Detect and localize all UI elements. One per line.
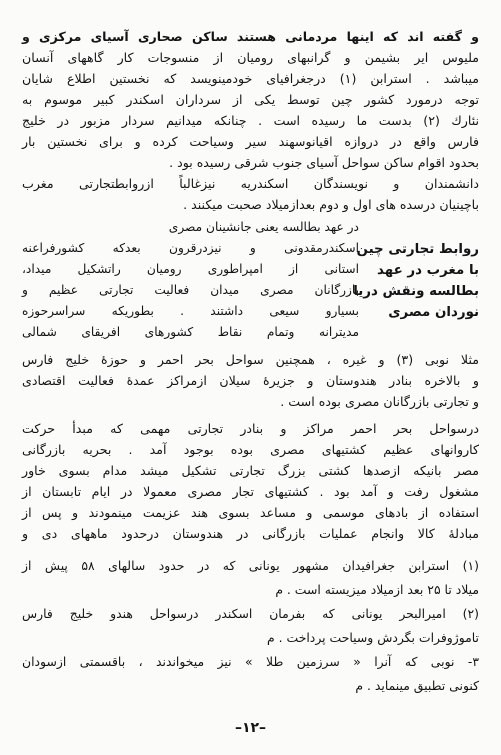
text-line: دانشمندان و نویسندگان اسکندریه نیزغالباً ازروابطتجارتی مغرب [22, 176, 479, 191]
text-line: فارس واقع در دروازه اقیانوسهند سیر وسیاحت کرده و برای نخستین بار [22, 134, 479, 149]
text-line: میباشد . استرابن (۱) درجغرافیای خودمینویسد که نخستین اطلاع شایان [22, 71, 479, 86]
text-line: و بالاخره بنادر هندوستان و جزیرهٔ سیلان ازمراکز عمدهٔ فعالیت اقتصادی [22, 373, 479, 388]
footnote-line: (۲) امیرالبحر یونانی که بفرمان اسکندر درسواحل هندو خلیج فارس [22, 606, 479, 621]
text-line: بازرگانان مصری میدان فعالیت تجارتی عظیم و [22, 283, 359, 297]
text-line: اسکندرمقدونی و نیزدرقرون بعدکه کشورفراعنه [22, 241, 359, 255]
text-line: در عهد بطالسه یعنی جانشینان مصری [168, 220, 359, 234]
body-paragraph [22, 418, 479, 544]
text-line: استانی از امپراطوری رومیان راتشکیل میداد، [22, 262, 359, 276]
text-line: درسواحل بحر احمر مراکز و بنادر تجارتی مهمی که مبدأ حرکت [22, 421, 479, 436]
intro-paragraph [22, 26, 479, 215]
footnote-line: میلاد تا ۲۵ بعد ازمیلاد میزیسته است . م [275, 582, 479, 597]
section-with-side-heading [22, 217, 479, 343]
column-text [22, 217, 359, 343]
text-line: مشغول رفت و آمد بود . کشتیهای تجار مصری معمولا در ایام تابستان از [22, 484, 479, 499]
footnote-line: ۳- نوبی که آنرا « سرزمین طلا » نیز میخواندند ، باقسمتی ازسودان [22, 654, 479, 669]
text-line: مثلا نوبی (۳) و غیره ، همچنین سواحل بحر احمر و حوزهٔ خلیج فارس [22, 352, 479, 367]
text-line: نئارك (۲) بدست ما رسیده است . چنانکه میدانیم سردار مزبور در خلیج [22, 113, 479, 128]
text-line: مبادلهٔ کالا وانجام عملیات بازرگانی در هندوستان درحدود ماههای دی و [22, 526, 479, 541]
footnotes [22, 554, 479, 698]
text-line: کاروانهای عظیم کشتیهای مصری بوده بوجود آمد . بحریه بازرگانی [22, 442, 479, 457]
text-line: باچینیان درسده های اول و دوم بعدازمیلاد صحبت میکنند . [183, 197, 479, 212]
footnote-line: (۱) استرابن جغرافیدان مشهور یونانی که در حدود سالهای ۵۸ پیش از [22, 558, 479, 573]
side-heading [353, 239, 479, 323]
text-line: ملیوس ایر بشیمن و گرانبهای رومیان از منسوجات کار گاههای آنسان [22, 50, 479, 65]
body-paragraph [22, 349, 479, 412]
page-number: –۱۲– [234, 720, 267, 736]
side-heading-line: نوردان مصری [388, 305, 479, 320]
text-line: و گفته اند که اینها مردمانی هستند ساکن صحاری آسیای مرکزی و [22, 29, 479, 44]
text-line: و تجارتی بازرگانان مصری بوده است . [280, 394, 479, 409]
side-heading-line: روابط تجارتی چین [356, 242, 479, 257]
side-heading-line: بطالسه ونقش دریا [353, 284, 479, 299]
footnote-line: تاموژوفرات بگردش وسیاحت پرداخت . م [267, 630, 479, 645]
side-heading-line: با مغرب در عهد [377, 263, 479, 278]
text-line: بحدود اقوام ساکن سواحل آسیای جنوب شرقی رسیده بود . [169, 155, 479, 170]
text-line: توجه درمورد کشور چین توسط یکی از سرداران اسکندر کبیر موسوم به [22, 92, 479, 107]
footnote-line: کنونی تطبیق مینماید . م [355, 678, 479, 693]
text-line: مصر بانیکه ازصدها کشتی بزرگ تجارتی تشکیل میشد مدام بسوی خاور [22, 463, 479, 478]
text-line: بسیارو سیعی داشتند . بطوریکه سراسرحوزه [22, 304, 359, 318]
text-line: استفاده از بادهای موسمی و مساعد بسوی هند عزیمت مینمودند و پس از [22, 505, 479, 520]
text-line: مدیترانه وتمام نقاط کشورهای افریقای شمالی [22, 325, 359, 339]
